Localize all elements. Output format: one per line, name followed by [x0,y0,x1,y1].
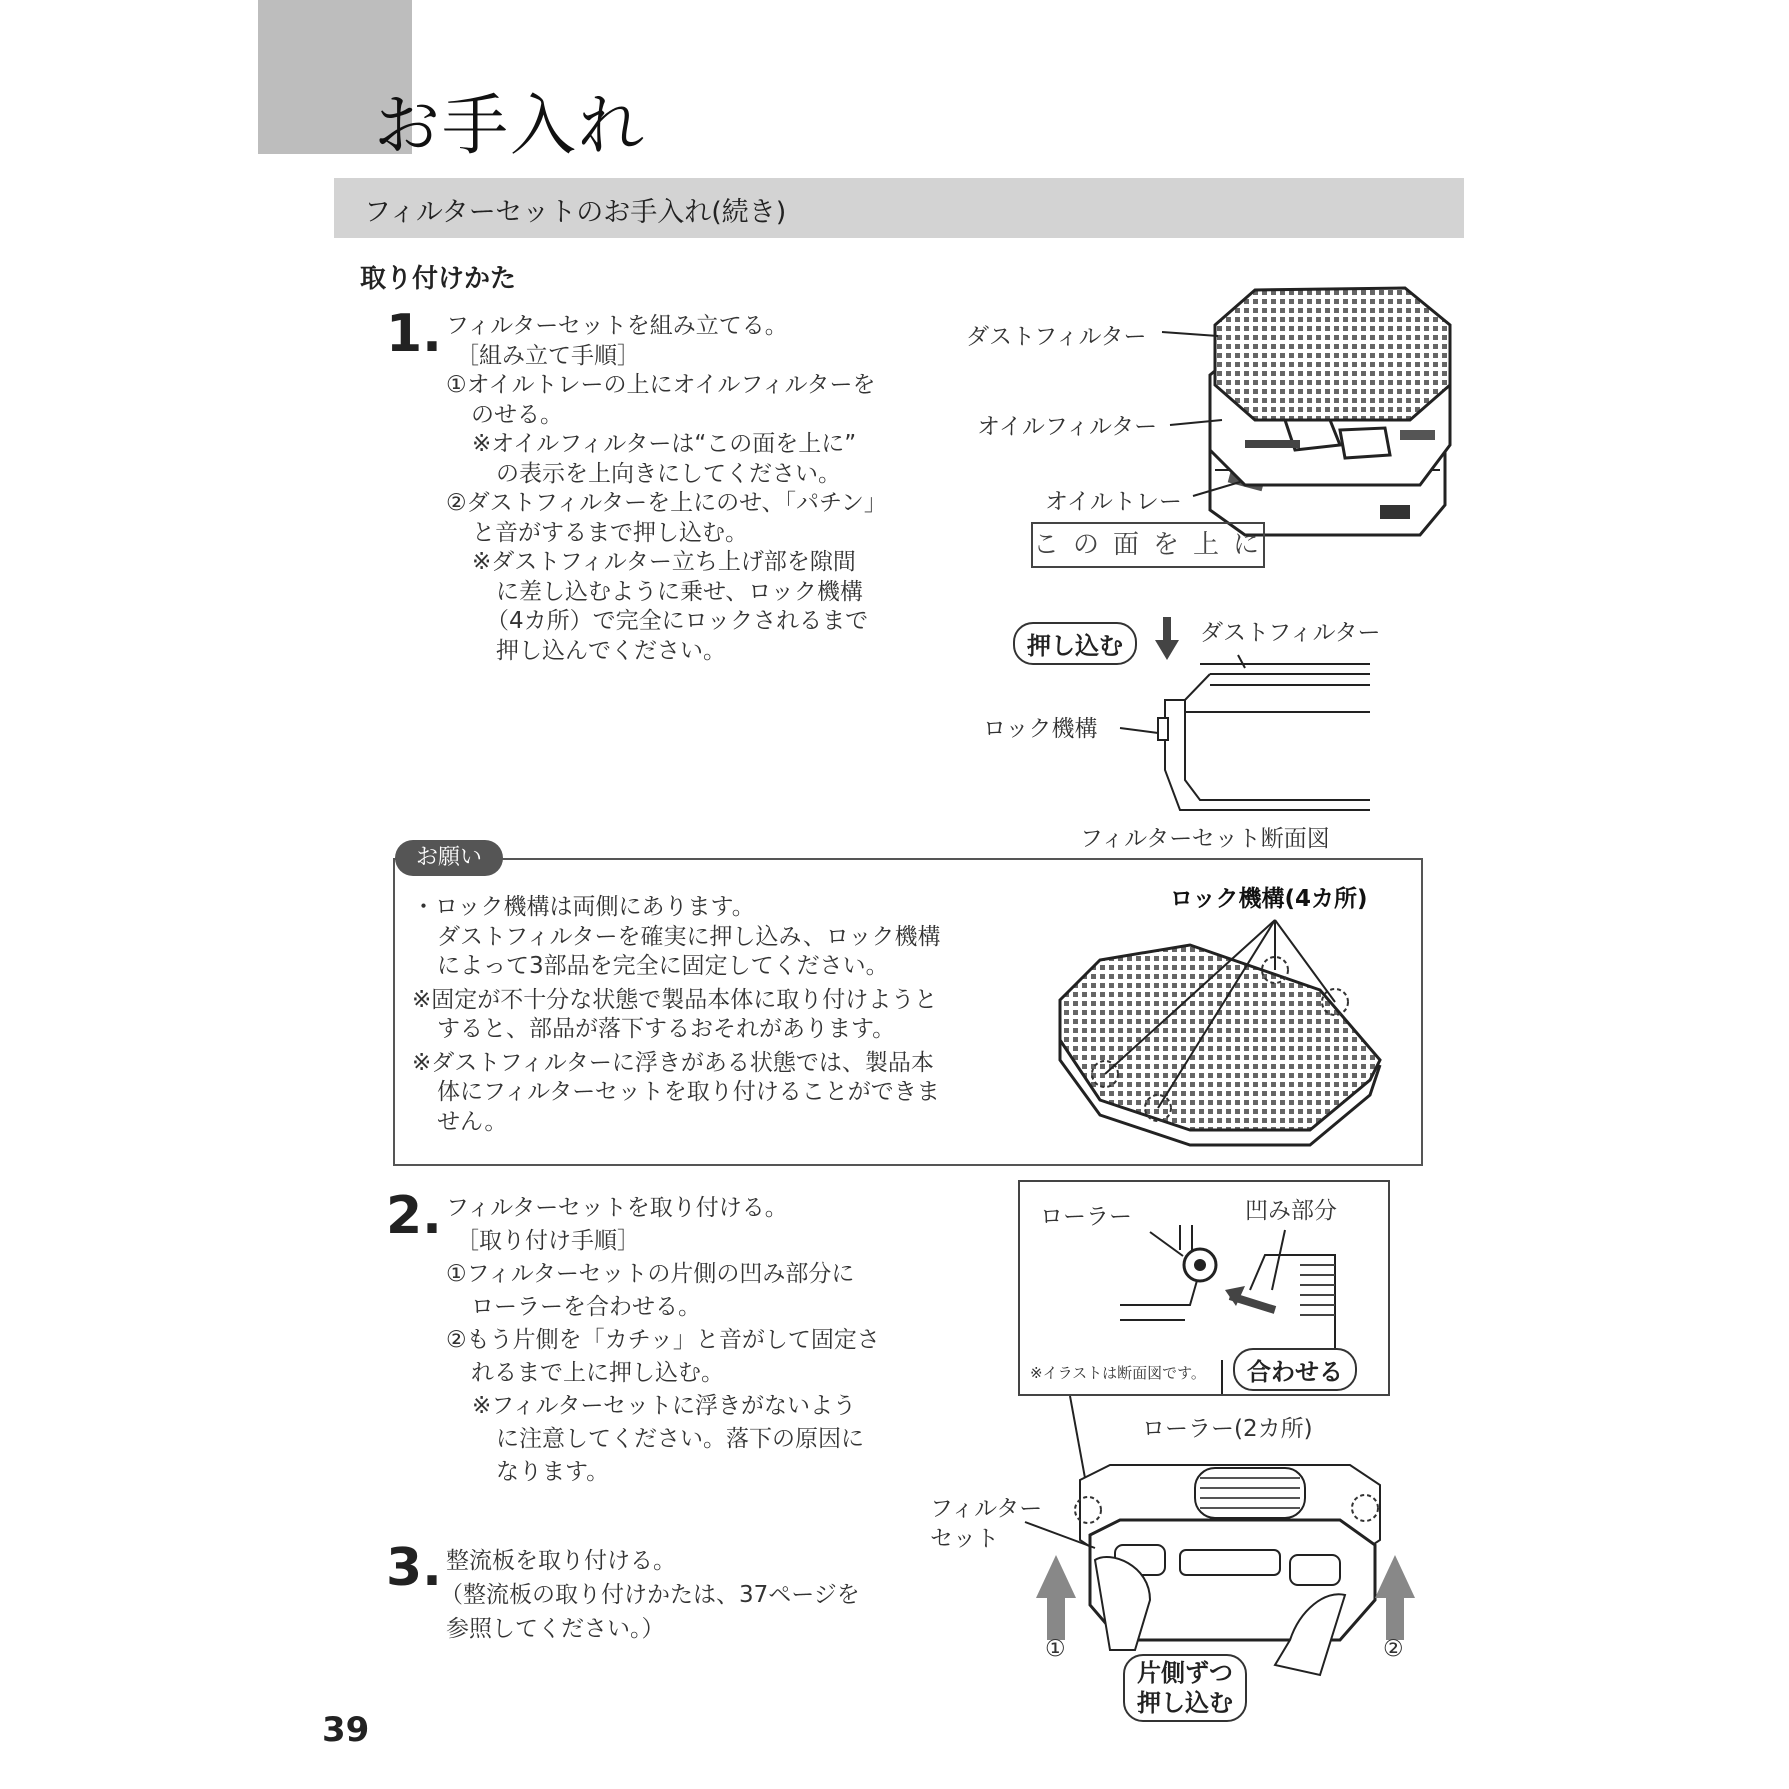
step-text-line: （4カ所）で完全にロックされるまで [486,608,869,634]
step-text-line: ②ダストフィルターを上にのせ、「パチン」 [446,490,887,516]
step-text-line: フィルターセットを取り付ける。 [446,1195,788,1221]
step-text-line: と音がするまで押し込む。 [472,519,748,546]
step-2-text [446,1192,880,1489]
step-text-line: ①オイルトレーの上にオイルフィルターを [446,372,876,398]
notice-line: 体にフィルターセットを取り付けることができま [437,1079,940,1105]
step-text-line: ※ダストフィルター立ち上げ部を隙間 [472,549,856,575]
page-number: 39 [322,1710,370,1750]
push-badge-line: 片側ずつ [1137,1659,1233,1687]
label-num-2: ② [1383,1636,1404,1662]
step-text-line: に注意してください。落下の原因に [496,1426,864,1452]
step-text-line: ［取り付け手順］ [456,1228,640,1254]
step-text-line: 整流板を取り付ける。 [446,1548,676,1574]
step-text-line: の表示を上向きにしてください。 [496,460,841,487]
step-3-text [440,1544,860,1646]
step-text-line: なります。 [496,1459,610,1485]
label-num-1: ① [1045,1636,1066,1662]
notice-tag: お願い [395,840,503,876]
notice-line: せん。 [437,1108,508,1135]
step-2-number: 2. [386,1186,442,1246]
label-dust-filter: ダストフィルター [966,324,1147,350]
push-in-badge: 押し込む [1013,622,1137,665]
caption-cross-section: フィルターセット断面図 [1080,826,1330,852]
notice-line: すると、部品が落下するおそれがあります。 [437,1016,896,1042]
subheading: 取り付けかた [360,264,517,294]
step-text-line: （整流板の取り付けかたは、37ページを [440,1582,860,1608]
label-oil-filter: オイルフィルター [977,414,1158,440]
step-text-line: ※フィルターセットに浮きがないよう [472,1393,857,1419]
label-recess: 凹み部分 [1245,1198,1337,1224]
label-lock: ロック機構 [983,716,1098,742]
notice-line: ・ロック機構は両側にあります。 [412,894,755,920]
step-text-line: のせる。 [471,401,563,428]
step-text-line: フィルターセットを組み立てる。 [446,313,788,339]
step-text-line: ［組み立て手順］ [456,342,640,369]
label-dust-filter-section: ダストフィルター [1200,620,1381,646]
step-text-line: に差し込むように乗せ、ロック機構 [496,578,863,605]
page-title: お手入れ [374,87,646,164]
label-filter-set-1: フィルター [930,1496,1043,1522]
label-illustration-note: ※イラストは断面図です。 [1030,1364,1206,1382]
step-1-number: 1. [386,304,442,364]
notice-line: ※固定が不十分な状態で製品本体に取り付けようと [412,986,938,1013]
notice-line: によって3部品を完全に固定してください。 [437,953,889,979]
label-lock-4: ロック機構(4カ所) [1170,886,1368,912]
label-oil-tray: オイルトレー [1045,489,1182,515]
section-title: フィルターセットのお手入れ(続き) [364,197,787,228]
notice-line: ※ダストフィルターに浮きがある状態では、製品本 [412,1049,934,1076]
step-text-line: ※オイルフィルターは“この面を上に” [472,431,857,457]
stamp-this-side-up: この面を上に [1031,522,1265,568]
notice-line: ダストフィルターを確実に押し込み、ロック機構 [437,923,941,950]
label-filter-set-2: セット [930,1526,999,1552]
label-roller: ローラー [1040,1204,1132,1230]
step-text-line: 押し込んでください。 [496,637,726,664]
step-text-line: 参照してください。） [446,1616,665,1642]
step-3-number: 3. [386,1538,442,1598]
align-badge: 合わせる [1233,1348,1357,1391]
label-roller-count: ローラー(2カ所) [1142,1416,1313,1442]
push-one-side-badge [1123,1654,1247,1722]
step-text-line: ローラーを合わせる。 [471,1294,701,1320]
push-badge-line: 押し込む [1137,1689,1233,1717]
step-text-line: ①フィルターセットの片側の凹み部分に [446,1261,855,1287]
step-text-line: れるまで上に押し込む。 [471,1360,724,1386]
step-text-line: ②もう片側を「カチッ」と音がして固定さ [446,1327,880,1353]
notice-text [412,893,940,1137]
